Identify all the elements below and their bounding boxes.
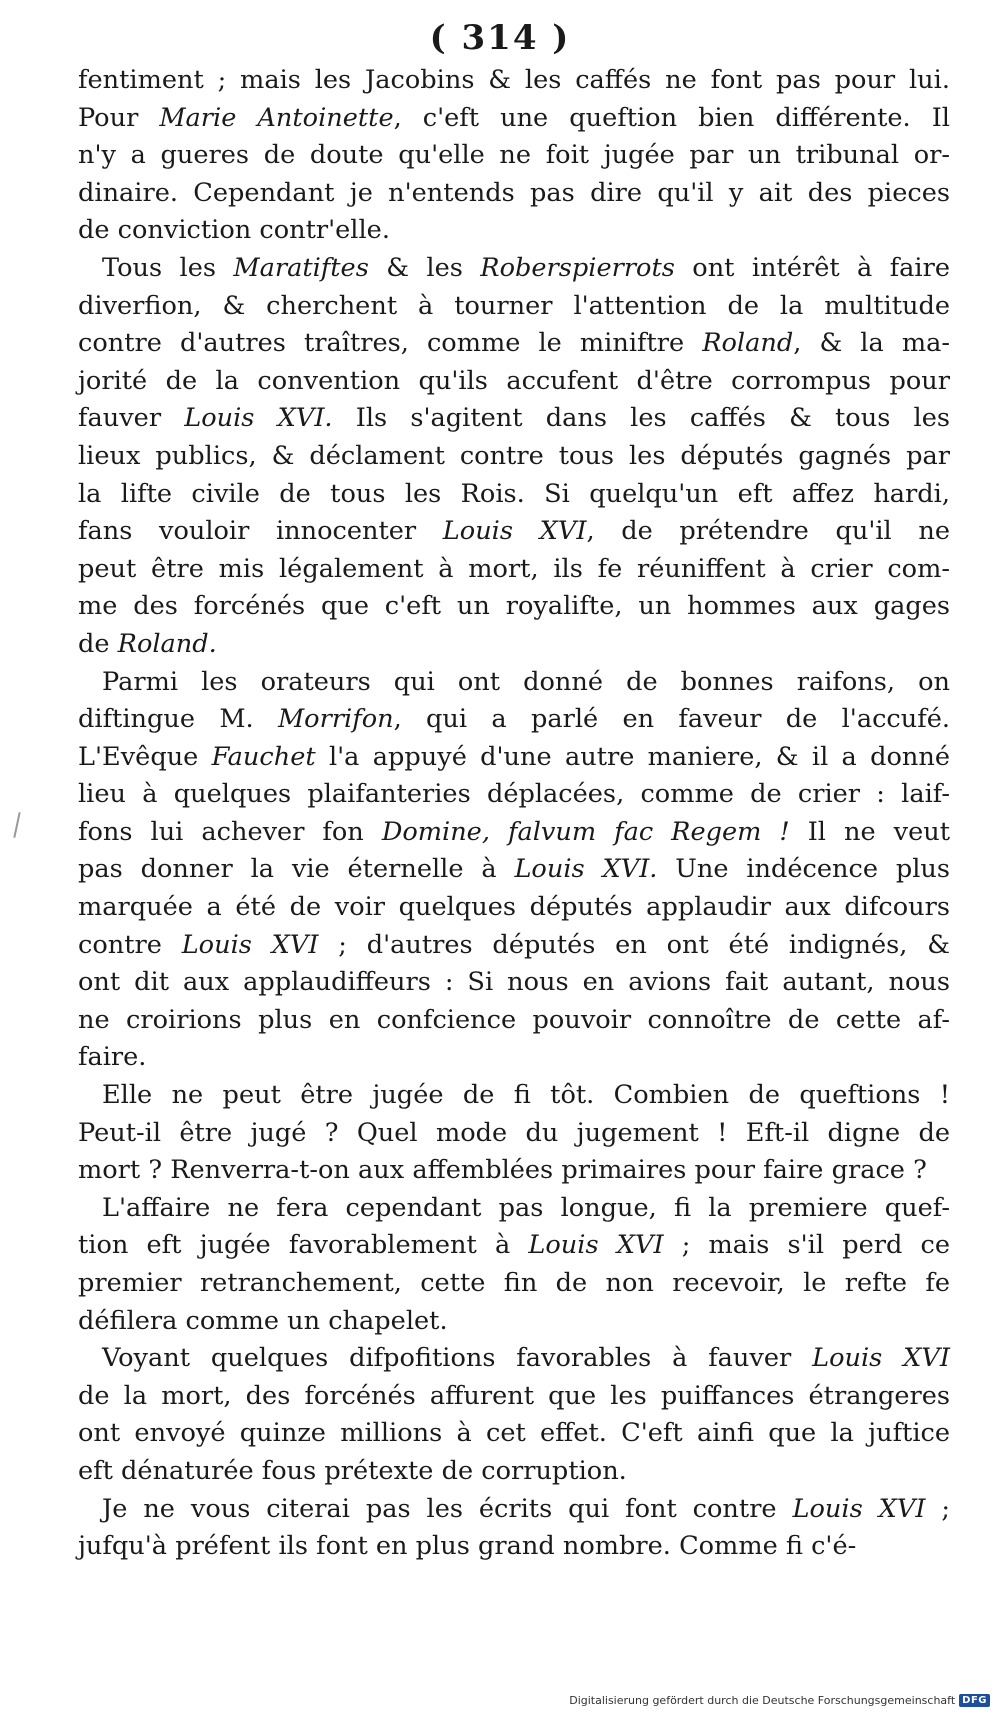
text-segment: lieux publics, & déclament contre tous les députés gagnés par bbox=[78, 440, 950, 471]
text-segment: fentiment ; mais les Jacobins & les caffés ne font pas pour lui. bbox=[78, 65, 950, 95]
text-segment: , & la ma- bbox=[793, 328, 950, 359]
text-line bbox=[78, 814, 950, 852]
text-segment: Je ne vous citerai pas les écrits qui font contre bbox=[102, 1493, 793, 1524]
text-line bbox=[78, 438, 950, 476]
text-segment: fons lui achever fon bbox=[78, 816, 382, 847]
text-line bbox=[78, 776, 950, 814]
text-segment: L'affaire ne fera cependant pas longue, fi la premiere quef- bbox=[102, 1192, 950, 1223]
text-segment: L'Evêque bbox=[78, 741, 212, 772]
text-line bbox=[78, 1227, 950, 1265]
text-line bbox=[78, 1077, 950, 1115]
text-segment: n'y a gueres de doute qu'elle ne foit jugée par un tribunal or- bbox=[78, 140, 950, 171]
footer-text: Digitalisierung gefördert durch die Deutsche Forschungsgemeinschaft bbox=[569, 1694, 956, 1707]
text-line bbox=[78, 664, 950, 702]
text-segment: Pour bbox=[78, 102, 160, 133]
text-segment: fauver bbox=[78, 403, 185, 434]
text-segment: Peut-il être jugé ? Quel mode du jugement ! Eft-il digne de bbox=[78, 1117, 950, 1148]
text-segment: jorité de la convention qu'ils accufent d'être corrompus pour bbox=[78, 365, 950, 396]
text-segment: diverfion, & cherchent à tourner l'attention de la multitude bbox=[78, 290, 950, 321]
text-segment: lieu à quelques plaifanteries déplacées, comme de crier : laif- bbox=[78, 779, 950, 810]
italic-text: Louis XVI. bbox=[514, 854, 658, 885]
text-segment: fans vouloir innocenter bbox=[78, 516, 443, 547]
text-segment: l'a appuyé d'une autre maniere, & il a donné bbox=[315, 741, 951, 772]
text-line bbox=[78, 288, 950, 326]
text-line bbox=[78, 363, 950, 401]
italic-text: Louis XVI bbox=[528, 1230, 664, 1261]
italic-text: Fauchet bbox=[211, 741, 316, 772]
text-segment: marquée a été de voir quelques députés applaudir aux difcours bbox=[78, 892, 950, 923]
text-line bbox=[78, 250, 950, 288]
text-segment: , de prétendre qu'il ne bbox=[586, 516, 950, 547]
text-line bbox=[78, 400, 950, 438]
text-line bbox=[78, 212, 950, 250]
text-segment: & les bbox=[368, 252, 481, 283]
italic-text: Marie Antoinette bbox=[159, 102, 394, 133]
text-line bbox=[78, 739, 950, 777]
text-segment: jufqu'à préfent ils font en plus grand nombre. Comme fi c'é- bbox=[78, 1531, 857, 1562]
text-line bbox=[78, 1002, 950, 1040]
text-line bbox=[78, 1491, 950, 1529]
text-line bbox=[78, 964, 950, 1002]
text-line bbox=[78, 476, 950, 514]
italic-text: Domine, falvum fac Regem ! bbox=[381, 816, 790, 847]
text-segment: Ils s'agitent dans les caffés & tous les bbox=[332, 403, 950, 434]
text-line bbox=[78, 1340, 950, 1378]
text-segment: contre d'autres traîtres, comme le miniftre bbox=[78, 328, 703, 359]
text-line bbox=[78, 701, 950, 739]
text-line bbox=[78, 1415, 950, 1453]
text-segment: premier retranchement, cette fin de non recevoir, le refte fe bbox=[78, 1268, 950, 1298]
text-segment: Elle ne peut être jugée de fi tôt. Combien de queftions ! bbox=[102, 1080, 950, 1111]
text-segment: de bbox=[78, 628, 118, 659]
text-line bbox=[78, 851, 950, 889]
text-line bbox=[78, 100, 950, 138]
text-segment: dinaire. Cependant je n'entends pas dire qu'il y ait des pieces bbox=[78, 177, 950, 208]
italic-text: Maratiftes bbox=[233, 252, 369, 283]
italic-text: Louis XVI bbox=[792, 1493, 926, 1524]
text-segment: Parmi les orateurs qui ont donné de bonnes raifons, on bbox=[102, 666, 950, 697]
text-segment: ; mais s'il perd ce bbox=[663, 1230, 950, 1261]
text-line bbox=[78, 137, 950, 175]
italic-text: Louis XVI bbox=[442, 516, 587, 547]
text-segment: Tous les bbox=[102, 252, 234, 283]
text-line bbox=[78, 513, 950, 551]
text-line bbox=[78, 1039, 950, 1077]
text-segment: tion eft jugée favorablement à bbox=[78, 1230, 529, 1261]
italic-text: Morrifon bbox=[277, 704, 394, 735]
text-segment: la lifte civile de tous les Rois. Si quelqu'un eft affez hardi, bbox=[78, 478, 950, 509]
italic-text: Louis XVI bbox=[812, 1343, 950, 1374]
text-segment: eft dénaturée fous prétexte de corruption. bbox=[78, 1455, 627, 1486]
text-segment: de conviction contr'elle. bbox=[78, 215, 390, 246]
page-number: ( 314 ) bbox=[429, 18, 571, 58]
italic-text: Louis XVI. bbox=[184, 403, 333, 434]
text-segment: ne croirions plus en confcience pouvoir connoître de cette af- bbox=[78, 1004, 950, 1035]
digitization-footer bbox=[569, 1694, 990, 1707]
text-segment: de la mort, des forcénés affurent que les puiffances étrangeres bbox=[78, 1380, 950, 1411]
text-line bbox=[78, 1378, 950, 1416]
text-segment: , qui a parlé en faveur de l'accufé. bbox=[393, 704, 950, 735]
text-line bbox=[78, 1115, 950, 1153]
text-line bbox=[78, 62, 950, 100]
text-segment: ; d'autres députés en ont été indignés, & bbox=[318, 929, 950, 960]
text-line bbox=[78, 175, 950, 213]
text-line bbox=[78, 1265, 950, 1303]
text-segment: contre bbox=[78, 929, 182, 960]
text-line bbox=[78, 1190, 950, 1228]
text-block bbox=[78, 62, 950, 1566]
italic-text: Roberspierrots bbox=[480, 252, 675, 283]
text-line bbox=[78, 1303, 950, 1341]
text-line bbox=[78, 551, 950, 589]
text-line bbox=[78, 927, 950, 965]
text-line bbox=[78, 325, 950, 363]
text-segment: faire. bbox=[78, 1042, 147, 1073]
text-segment: me des forcénés que c'eft un royalifte, un hommes aux gages bbox=[78, 591, 950, 622]
text-segment: ont intérêt à faire bbox=[674, 252, 950, 283]
text-segment: Une indécence plus bbox=[657, 854, 951, 885]
dfg-logo: DFG bbox=[959, 1694, 990, 1707]
text-line bbox=[78, 1453, 950, 1491]
text-segment: , c'eft une queftion bien différente. Il bbox=[393, 102, 950, 133]
text-segment: ont envoyé quinze millions à cet effet. C'eft ainfi que la juftice bbox=[78, 1418, 950, 1449]
text-segment: peut être mis légalement à mort, ils fe réuniffent à crier com- bbox=[78, 553, 950, 584]
text-segment: mort ? Renverra-t-on aux affemblées primaires pour faire grace ? bbox=[78, 1155, 927, 1186]
text-segment: Voyant quelques difpofitions favorables à fauver bbox=[102, 1343, 813, 1374]
text-line bbox=[78, 588, 950, 626]
text-segment: ont dit aux applaudiffeurs : Si nous en avions fait autant, nous bbox=[78, 967, 950, 998]
stray-mark bbox=[13, 812, 20, 838]
text-segment: ; bbox=[925, 1493, 950, 1524]
text-segment: pas donner la vie éternelle à bbox=[78, 854, 515, 885]
text-segment: diftingue M. bbox=[78, 704, 278, 735]
italic-text: Louis XVI bbox=[181, 929, 319, 960]
italic-text: Roland. bbox=[117, 628, 217, 659]
italic-text: Roland bbox=[702, 328, 794, 359]
text-segment: défilera comme un chapelet. bbox=[78, 1305, 448, 1336]
text-line bbox=[78, 626, 950, 664]
text-segment: Il ne veut bbox=[789, 816, 951, 847]
text-line bbox=[78, 1528, 950, 1566]
text-line bbox=[78, 889, 950, 927]
text-line bbox=[78, 1152, 950, 1190]
